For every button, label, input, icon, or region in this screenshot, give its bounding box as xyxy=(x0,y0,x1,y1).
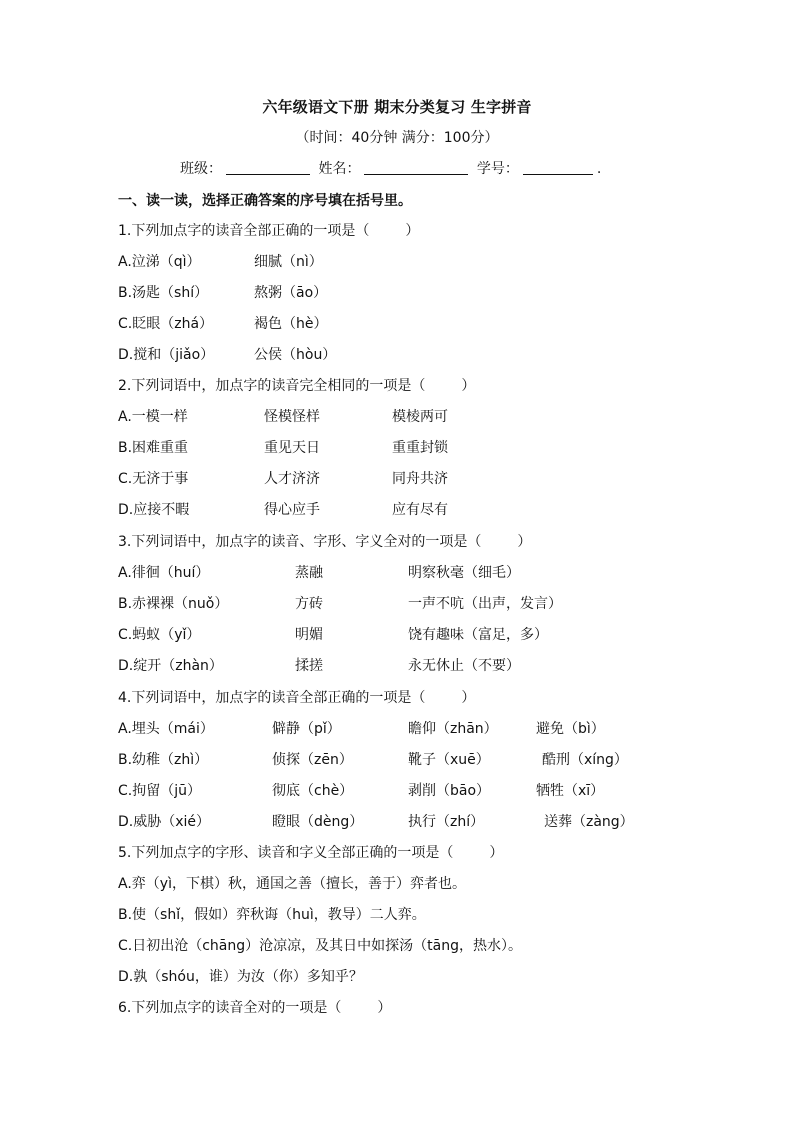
question-5-stem: 5.下列加点字的字形、读音和字义全部正确的一项是（ ） xyxy=(118,845,504,861)
q5-option-c: C.日初出沧（chāng）沧凉凉，及其日中如探汤（tāng，热水）。 xyxy=(118,938,522,954)
question-1-stem: 1.下列加点字的读音全部正确的一项是（ ） xyxy=(118,223,420,239)
class-blank[interactable] xyxy=(226,160,310,175)
worksheet-page: 六年级语文下册 期末分类复习 生字拼音 （时间：40分钟 满分：100分） 班级： 姓名： 学号： . 一、读一读，选择正确答案的序号填在括号里。 1.下列加点字的读音全部正确的一项是（ ） A.泣涕（qì） 细腻（nì） B.汤匙（shí） 熬粥（āo） C.眨眼（zhá） 褐色（hè） D.搅和（jiǎo） 公侯（hòu） 2.下列词语中，加点字的读音完全相同的一项是（ ） A.一模一样 怪模怪样 模棱两可 B.困难重重 重见天日 重重封锁 C.无济于事 人才济济 同舟共济 D.应接不暇 得心应手 应有尽有 3.下列词语中，加点字的读音、字形、字义全对的一项是（ ） A.徘徊（huí） 蒸融 明察秋毫（细毛） B.赤裸裸（nuǒ） 方砖 一声不吭（出声，发言） C.蚂蚁（yǐ） 明媚 饶有趣味（富足，多） D.绽开（zhàn） 揉搓 永无休止（不要） 4.下列词语中，加点字的读音全部正确的一项是（ ） A.埋头（mái） 僻静（pǐ） 瞻仰（zhān） 避免（bì） B.幼稚（zhì） 侦探（zēn） 靴子（xuē） 酷刑（xíng） C.拘留（jū） 彻底（chè） 剥削（bāo） 牺牲（xī） D.威胁（xié） 瞪眼（dèng） 执行（zhí） 送葬（zàng） 5.下列加点字的字形、读音和字义全部正确的一项是（ ） A.弈（yì，下棋）秋，通国之善（擅长，善于）弈者也。 B.使（shǐ，假如）弈秋诲（huì，教导）二人弈。 C.日初出沧（chāng）沧凉凉，及其日中如探汤（tāng，热水）。 D.孰（shóu，谁）为汝（你）多知乎？ 6.下列加点字的读音全对的一项是（ ） xyxy=(0,0,794,1123)
class-label: 班级： xyxy=(180,161,222,177)
question-4-stem: 4.下列词语中，加点字的读音全部正确的一项是（ ） xyxy=(118,690,476,706)
id-label: 学号： xyxy=(476,161,519,177)
section-1-header: 一、读一读，选择正确答案的序号填在括号里。 xyxy=(118,193,412,209)
q5-option-b: B.使（shǐ，假如）弈秋诲（huì，教导）二人弈。 xyxy=(118,907,426,923)
id-blank[interactable] xyxy=(523,160,593,175)
q5-option-a: A.弈（yì，下棋）秋，通国之善（擅长，善于）弈者也。 xyxy=(118,876,466,892)
end-mark: . xyxy=(596,161,602,177)
question-6-stem: 6.下列加点字的读音全对的一项是（ ） xyxy=(118,1000,392,1016)
question-2-stem: 2.下列词语中，加点字的读音完全相同的一项是（ ） xyxy=(118,378,476,394)
exam-time-score: （时间：40分钟 满分：100分） xyxy=(295,130,499,146)
question-3-stem: 3.下列词语中，加点字的读音、字形、字义全对的一项是（ ） xyxy=(118,534,532,550)
name-blank[interactable] xyxy=(364,160,468,175)
page-title: 六年级语文下册 期末分类复习 生字拼音 xyxy=(262,98,532,116)
student-info-row xyxy=(180,158,601,178)
q5-option-d: D.孰（shóu，谁）为汝（你）多知乎？ xyxy=(118,969,363,985)
name-label: 姓名： xyxy=(318,161,361,177)
